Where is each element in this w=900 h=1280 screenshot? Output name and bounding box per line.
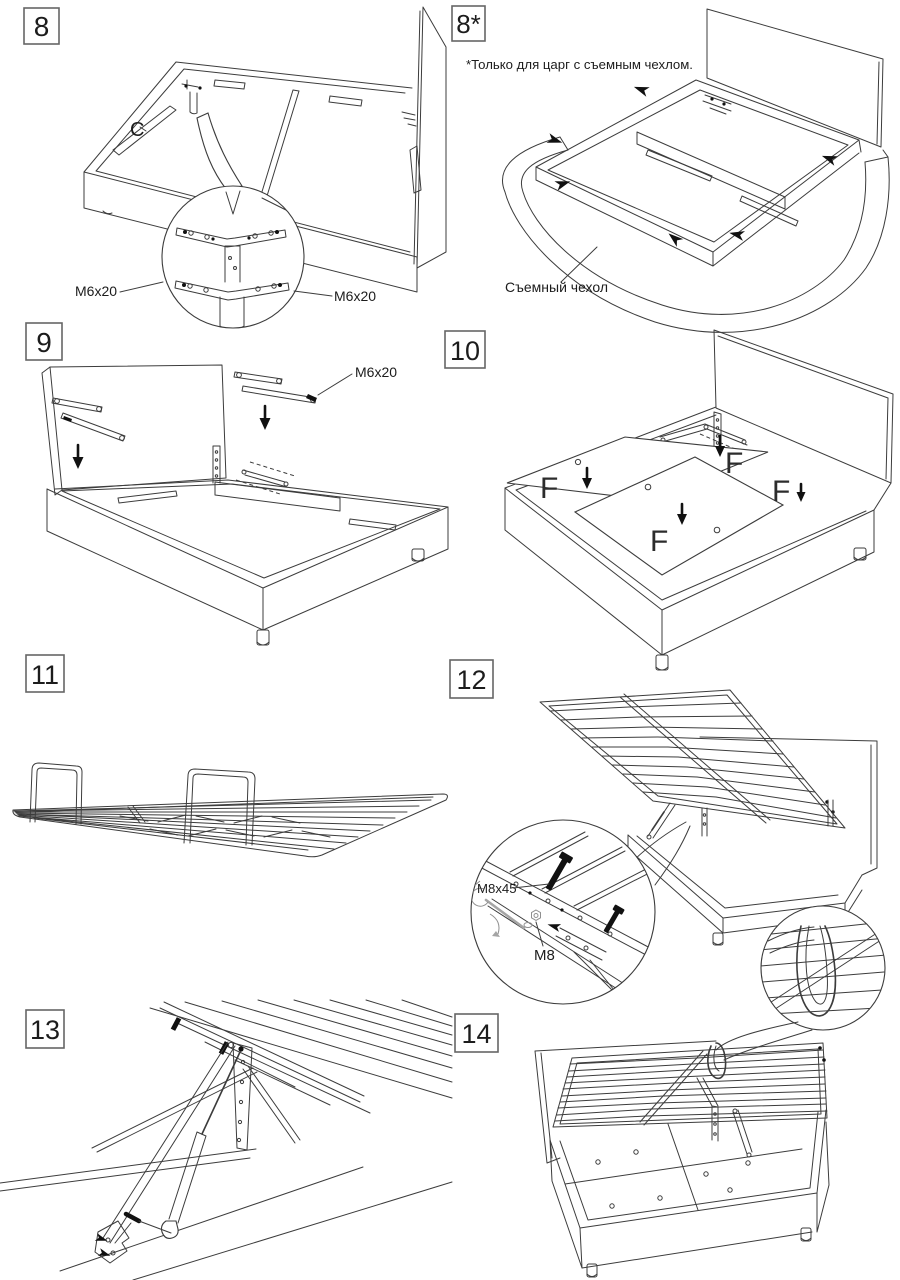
bed-frame — [42, 365, 448, 645]
step-9-number: 9 — [36, 327, 52, 358]
panel-step-14 — [455, 1014, 829, 1277]
panel-letter-f: F — [725, 447, 744, 480]
floor-dividers — [565, 1124, 802, 1210]
step-10-marker — [445, 331, 485, 368]
bed-frame — [536, 9, 883, 266]
headboard — [707, 9, 883, 147]
panel-step-8 — [24, 7, 446, 330]
step-12-number: 12 — [456, 665, 487, 695]
press-arrows — [546, 82, 837, 247]
step-8-star-number: 8* — [456, 9, 481, 39]
mounting-plate — [95, 1221, 129, 1263]
lift-bracket — [233, 1043, 300, 1150]
step-14-number: 14 — [461, 1019, 492, 1049]
floor-holes — [596, 1150, 750, 1208]
step-8-star-marker — [452, 6, 485, 41]
storage-base — [550, 1110, 829, 1277]
down-arrow — [260, 406, 271, 430]
corner-bracket — [703, 95, 731, 114]
down-arrow — [797, 484, 806, 502]
legs — [587, 1228, 811, 1277]
center-rail — [261, 90, 299, 196]
step-11-number: 11 — [30, 660, 60, 690]
label-leader — [294, 291, 332, 296]
headboard — [417, 7, 446, 268]
bolt-label-m8x45: M8x45 — [477, 881, 517, 896]
gas-strut — [647, 803, 675, 839]
lift-arm-right — [234, 372, 317, 403]
hardware-label-m6x20-left: M6x20 — [75, 283, 118, 299]
slatted-base — [13, 763, 448, 857]
lift-arm-left — [52, 398, 125, 441]
panel-step-12 — [450, 660, 886, 1060]
label-leader — [120, 282, 163, 292]
slat-field — [150, 1000, 452, 1113]
frame-edge-lines — [0, 1068, 452, 1280]
step-8-number: 8 — [33, 11, 50, 42]
lifted-slat-base — [540, 690, 845, 828]
panel-letter-f: F — [540, 472, 559, 505]
hardware-label-m6x20-right: M6x20 — [334, 288, 377, 304]
legs — [257, 549, 424, 645]
down-arrow — [73, 445, 84, 469]
slats-right — [629, 703, 836, 818]
headboard — [50, 365, 226, 490]
panel-letter-f: F — [650, 525, 669, 558]
support-arm — [103, 1042, 235, 1243]
magnifier-circle-bolt — [471, 820, 655, 1004]
legs — [656, 548, 866, 670]
step-14-marker — [455, 1014, 498, 1052]
magnifier-leader — [197, 113, 242, 189]
center-split-rail — [640, 1051, 707, 1125]
step-13-marker — [26, 1010, 64, 1048]
mounted-mechanism — [236, 462, 295, 494]
panel-step-8-star — [452, 6, 889, 332]
step-12-marker — [450, 660, 493, 698]
panel-step-11 — [13, 655, 448, 857]
panel-letter-f: F — [772, 475, 791, 508]
magnifier-circle — [162, 186, 304, 328]
removable-cover — [502, 137, 889, 332]
step-10-number: 10 — [449, 336, 481, 366]
strut-ball-socket — [162, 1221, 179, 1238]
footnote: *Только для царг с съемным чехлом. — [466, 57, 693, 72]
step-9-marker — [26, 323, 62, 360]
nut-label-m8: M8 — [534, 947, 555, 964]
mounting-bracket-column — [213, 446, 220, 483]
step-8-marker — [24, 8, 59, 44]
center-rail — [637, 132, 785, 209]
strap — [708, 1043, 726, 1078]
frame-part-label: C — [130, 119, 145, 141]
step-13-number: 13 — [29, 1015, 61, 1045]
panel-step-9 — [26, 323, 448, 645]
hardware-label-m6x20: M6x20 — [355, 364, 398, 380]
label-leader — [318, 374, 352, 395]
corner-leg-bracket — [182, 80, 202, 114]
step-11-marker — [26, 655, 64, 692]
lifted-slat-base — [553, 1043, 827, 1127]
panel-step-10 — [445, 330, 893, 670]
panel-step-13 — [0, 1000, 452, 1280]
headboard — [700, 737, 877, 875]
cover-label: Съемный чехол — [505, 279, 609, 295]
